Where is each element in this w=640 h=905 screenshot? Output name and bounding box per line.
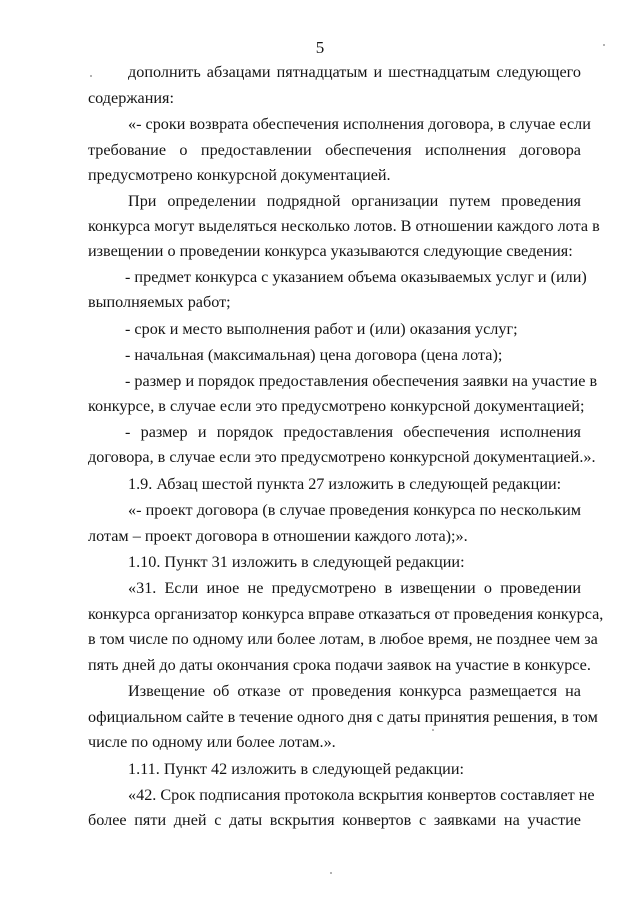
text-line: «- сроки возврата обеспечения исполнения договора, в случае если <box>128 115 591 133</box>
scan-speck <box>90 75 92 77</box>
text-line: - размер и порядок предоставления обеспечения исполнения <box>125 423 581 441</box>
text-line: конкурса организатор конкурса вправе отказаться от проведения конкурса, <box>88 605 604 623</box>
scan-speck <box>330 872 332 874</box>
text-line: пять дней до даты окончания срока подачи заявок на участие в конкурсе. <box>88 656 591 674</box>
text-line: дополнить абзацами пятнадцатым и шестнадцатым следующего <box>128 63 581 81</box>
scan-speck <box>432 729 434 731</box>
text-line: «31. Если иное не предусмотрено в извещении о проведении <box>128 579 581 597</box>
text-line: в том числе по одному или более лотам, в любое время, не позднее чем за <box>88 630 598 648</box>
text-line: - срок и место выполнения работ и (или) оказания услуг; <box>125 320 518 338</box>
text-line: - размер и порядок предоставления обеспечения заявки на участие в <box>125 372 598 390</box>
text-line: «- проект договора (в случае проведения конкурса по нескольким <box>128 501 581 519</box>
text-line: лотам – проект договора в отношении каждого лота);». <box>88 527 468 545</box>
text-line: содержания: <box>88 89 174 107</box>
text-line: числе по одному или более лотам.». <box>88 733 336 751</box>
text-line: «42. Срок подписания протокола вскрытия конвертов составляет не <box>128 786 595 804</box>
text-line: извещении о проведении конкурса указываются следующие сведения: <box>88 242 573 260</box>
scan-speck <box>603 44 605 46</box>
text-line: договора, в случае если это предусмотрено конкурсной документацией.». <box>88 448 596 466</box>
text-line: более пяти дней с даты вскрытия конвертов с заявками на участие <box>88 811 581 829</box>
text-line: конкурса могут выделяться несколько лотов. В отношении каждого лота в <box>88 217 600 235</box>
text-line: требование о предоставлении обеспечения исполнения договора <box>88 141 581 159</box>
page-number: 5 <box>315 38 325 57</box>
text-line: При определении подрядной организации путем проведения <box>128 192 581 210</box>
text-line: Извещение об отказе от проведения конкурса размещается на <box>128 682 581 700</box>
text-line: конкурсе, в случае если это предусмотрено конкурсной документацией; <box>88 397 585 415</box>
text-line: официальном сайте в течение одного дня с даты принятия решения, в том <box>88 708 598 726</box>
text-line: предусмотрено конкурсной документацией. <box>88 166 391 184</box>
text-line: выполняемых работ; <box>88 293 231 311</box>
text-line: - предмет конкурса с указанием объема оказываемых услуг и (или) <box>125 268 587 286</box>
text-line: 1.9. Абзац шестой пункта 27 изложить в следующей редакции: <box>128 475 562 493</box>
text-line: - начальная (максимальная) цена договора (цена лота); <box>125 346 503 364</box>
text-line: 1.11. Пункт 42 изложить в следующей редакции: <box>128 760 464 778</box>
text-line: 1.10. Пункт 31 изложить в следующей редакции: <box>128 553 465 571</box>
